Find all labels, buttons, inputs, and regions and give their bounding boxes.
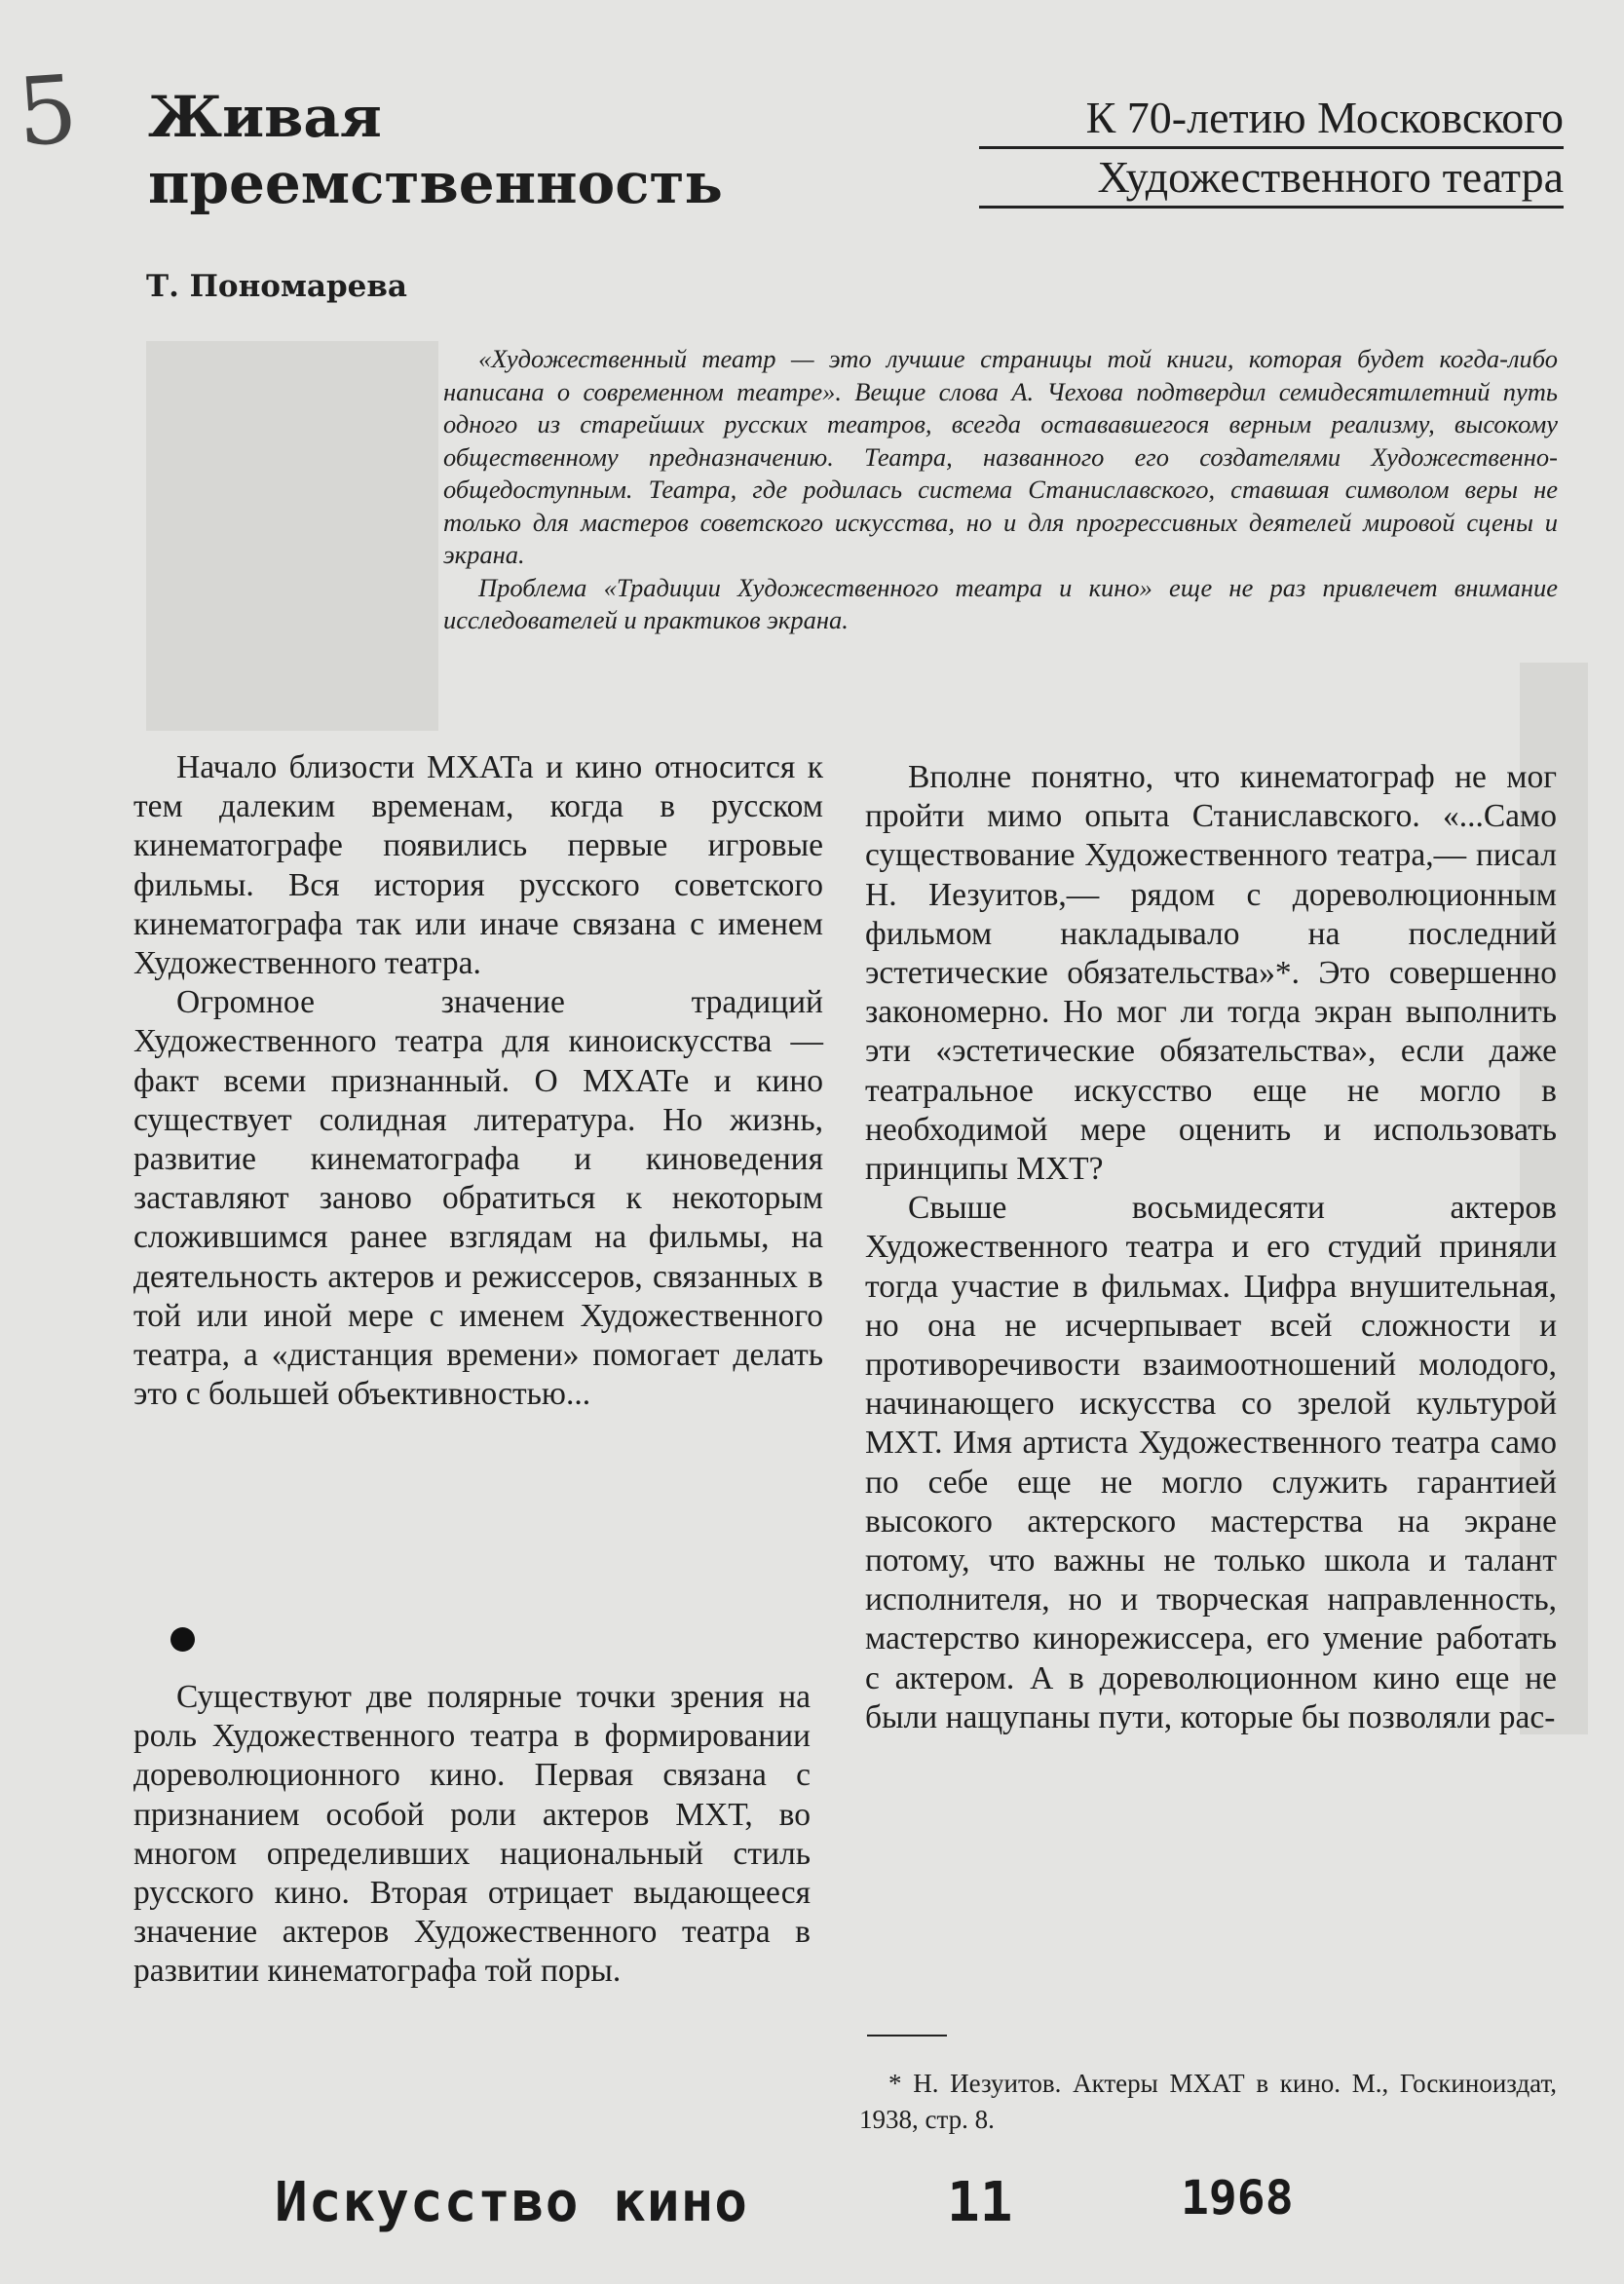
stamp-magazine-name: Искусство кино [275, 2171, 749, 2234]
rubric-line-1: К 70-летию Московского [979, 90, 1564, 149]
stamp-issue-number: 11 [947, 2171, 1013, 2234]
column-left-continued [133, 1678, 811, 1992]
paragraph: Свыше восьмидесяти актеров Художественного театра и его студий приняли тогда участие в фильмах. Цифра внушительная, но она не исчерпывает всей сложности и противоречивости взаимоотношений молодого, начинающего искусства со зрелой культурой МХТ. Имя артиста Художественного театра само по себе еще не могло служить гарантией высокого актерского мастерства на экране потому, что важны не только школа и талант исполнителя, но и творческая направленность, мастерство кинорежиссера, его умение работать с актером. А в дореволюционном кино еще не были нащупаны пути, которые бы позволяли рас- [865, 1190, 1557, 1735]
paragraph: Вполне понятно, что кинематограф не мог пройти мимо опыта Станиславского. «...Само существование Художественного театра,— писал Н. Иезуитов,— рядом с дореволюционным фильмом накладывало на последний эстетические обязательства»*. Это совершенно закономерно. Но мог ли тогда экран выполнить эти «эстетические обязательства», если даже театральное искусство еще не могло в необходимой мере оценить и использовать принципы МХТ? [865, 759, 1557, 1188]
rubric-heading [979, 90, 1564, 209]
column-left [133, 748, 823, 1414]
epigraph-paragraph: Проблема «Традиции Художественного театра и кино» еще не раз привлечет внимание исследователей и практиков экрана. [443, 572, 1558, 634]
background-shadow-left [146, 341, 438, 731]
footnote-divider [867, 2035, 947, 2037]
epigraph-paragraph: «Художественный театр — это лучшие страницы той книги, которая будет когда-либо написана о современном театре». Вещие слова А. Чехова подтвердил семидесятилетний путь одного из старейших русских театров, всегда остававшегося верным реализму, высокому общественному предназначению. Театра, названного его создателями Художественно-общедоступным. Театра, где родилась система Станиславского, ставшая символом веры не только для мастеров советского искусства, но и для прогрессивных деятелей мировой сцены и экрана. [443, 344, 1558, 569]
paragraph: Начало близости МХАТа и кино относится к тем далеким временам, когда в русском кинематографе появились первые игровые фильмы. Вся история русского советского кинематографа так или иначе связана с именем Художественного театра. [133, 749, 823, 982]
paragraph: Огромное значение традиций Художественного театра для киноискусства — факт всеми признанный. О МХАТе и кино существует солидная литература. Но жизнь, развитие кинематографа и киноведения заставляют заново обратиться к некоторым сложившимся ранее взглядам на фильмы, на деятельность актеров и режиссеров, связанных в той или иной мере с именем Художественного театра, а «дистанция времени» помогает делать это с большей объективностью... [133, 984, 823, 1413]
stamp-year: 1968 [1181, 2171, 1294, 2226]
title-line-1: Живая [148, 84, 382, 150]
paragraph: Существуют две полярные точки зрения на роль Художественного театра в формировании дореволюционного кино. Первая связана с признанием особой роли актеров МХТ, во многом определивших национальный стиль русского кино. Вторая отрицает выдающееся значение актеров Художественного театра в развитии кинематографа той поры. [133, 1679, 811, 1990]
author-name: Т. Пономарева [146, 269, 408, 304]
footnote-text: * Н. Иезуитов. Актеры МХАТ в кино. М., Госкиноиздат, 1938, стр. 8. [859, 2069, 1557, 2134]
article-title [148, 84, 723, 216]
column-right [865, 758, 1557, 1737]
handwritten-page-mark: 5 [14, 55, 81, 168]
section-bullet [170, 1627, 195, 1652]
footnote [859, 2066, 1557, 2138]
rubric-line-2: Художественного театра [979, 149, 1564, 209]
epigraph [443, 343, 1558, 637]
title-line-2: преемственность [148, 150, 723, 216]
